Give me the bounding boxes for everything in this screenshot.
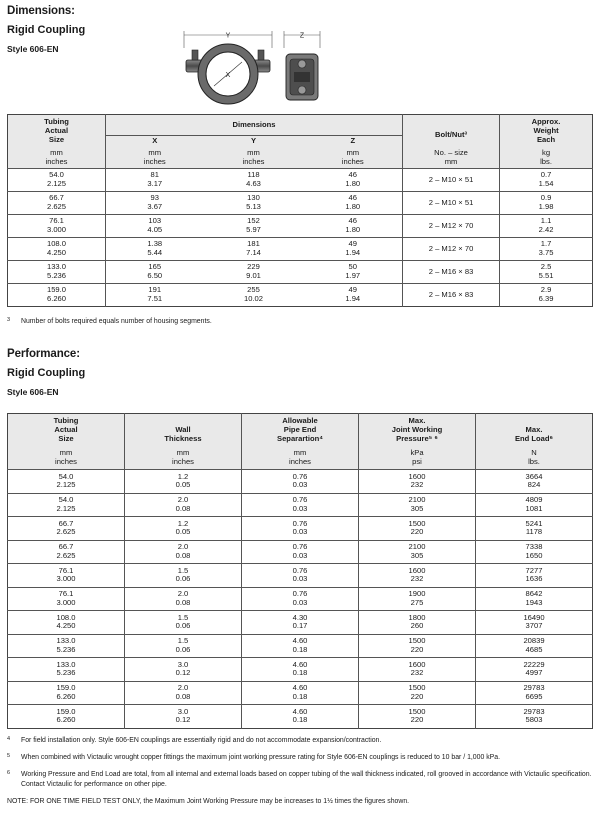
units-y: mm inches (242, 148, 265, 166)
footnote-3: 3 Number of bolts required equals number of housing segments. (7, 317, 212, 325)
table-row: 54.0 2.125 2.0 0.08 0.76 0.03 2100 305 4809 1081 (8, 493, 593, 517)
units-weight: kg lbs. (500, 148, 593, 169)
footnote-4: 4 For field installation only. Style 606-EN couplings are essentially rigid and do not accommodate expansion/contraction. (7, 736, 382, 744)
table-row: 66.7 2.625 93 3.67 130 5.13 46 1.80 2 – M10 × 51 0.9 1.98 (8, 192, 593, 215)
dimensions-title: Dimensions: (7, 5, 75, 17)
units-size: mm inches (55, 448, 77, 466)
units-bolt: No. – size mm (403, 148, 500, 169)
performance-table (7, 413, 593, 729)
table-row: 133.0 5.236 3.0 0.12 4.60 0.18 1600 232 22229 4997 (8, 658, 593, 682)
dimensions-subtitle: Rigid Coupling (7, 24, 86, 36)
units-x: mm inches (106, 148, 204, 169)
units-sep: mm inches (242, 447, 359, 470)
table-row: 76.1 3.000 1.5 0.06 0.76 0.03 1600 232 7277 1636 (8, 564, 593, 588)
table-row: 133.0 5.236 165 6.50 229 9.01 50 1.97 2 – M16 × 83 2.5 5.51 (8, 261, 593, 284)
z-label: Z (299, 32, 305, 40)
coupling-side-view (286, 54, 318, 100)
header-wall-thickness: Wall Thickness (125, 414, 242, 447)
dimensions-style: Style 606-EN (7, 44, 59, 54)
footnote-5: 5 When combined with Victaulic wrought copper fittings the maximum joint working pressure rating for Style 606-EN couplings is reduced to 10 bar / 1,000 kPa. (7, 753, 501, 761)
header-bolt-nut: Bolt/Nut³ (403, 115, 500, 148)
table-row: 76.1 3.000 103 4.05 152 5.97 46 1.80 2 – M12 × 70 1.1 2.42 (8, 215, 593, 238)
x-label: X (225, 72, 231, 79)
performance-style: Style 606-EN (7, 387, 59, 397)
table-row: 76.1 3.000 2.0 0.08 0.76 0.03 1900 275 8642 1943 (8, 587, 593, 611)
table-row: 159.0 6.260 3.0 0.12 4.60 0.18 1500 220 29783 5803 (8, 705, 593, 729)
units-wall: mm inches (125, 447, 242, 470)
table-row: 133.0 5.236 1.5 0.06 4.60 0.18 1500 220 20839 4685 (8, 634, 593, 658)
dimensions-table (7, 114, 593, 307)
header-weight: Approx. Weight Each (500, 115, 593, 148)
header-z: Z (304, 136, 403, 148)
footnote-6: 6 Working Pressure and End Load are total, from all internal and external loads based on copper tubing of the wall thickness indicated, roll grooved in accordance with Victaulic specification. Contact Victaulic for performance on other pipe. (7, 770, 592, 788)
performance-title: Performance: (7, 348, 80, 360)
units-load: N lbs. (476, 447, 593, 470)
table-row: 159.0 6.260 191 7.51 255 10.02 49 1.94 2 – M16 × 83 2.9 6.39 (8, 284, 593, 307)
table-row: 66.7 2.625 1.2 0.05 0.76 0.03 1500 220 5241 1178 (8, 517, 593, 541)
header-end-load: Max. End Load⁶ (476, 414, 593, 447)
table-row: 54.0 2.125 1.2 0.05 0.76 0.03 1600 232 3664 824 (8, 470, 593, 494)
header-pipe-end-separation: Allowable Pipe End Separartion⁴ (242, 414, 359, 447)
table-row: 66.7 2.625 2.0 0.08 0.76 0.03 2100 305 7338 1650 (8, 540, 593, 564)
header-tubing-size: Tubing Actual Size (53, 416, 79, 443)
performance-subtitle: Rigid Coupling (7, 367, 86, 379)
header-tubing-size: Tubing Actual Size (44, 117, 69, 144)
y-label: Y (225, 32, 231, 40)
table-row: 54.0 2.125 81 3.17 118 4.63 46 1.80 2 – M10 × 51 0.7 1.54 (8, 169, 593, 192)
field-test-note: NOTE: FOR ONE TIME FIELD TEST ONLY, the Maximum Joint Working Pressure may be increases to 1½ times the figures shown. (7, 798, 410, 805)
table-row: 108.0 4.250 1.38 5.44 181 7.14 49 1.94 2 – M12 × 70 1.7 3.75 (8, 238, 593, 261)
coupling-diagram (180, 26, 328, 110)
header-y: Y (204, 136, 304, 148)
units-size: mm inches (45, 148, 68, 166)
header-dimensions-group: Dimensions (106, 115, 403, 136)
header-joint-pressure: Max. Joint Working Pressure⁵ ⁶ (359, 414, 476, 447)
table-row: 159.0 6.260 2.0 0.08 4.60 0.18 1500 220 29783 6695 (8, 681, 593, 705)
header-x: X (106, 136, 204, 148)
table-row: 108.0 4.250 1.5 0.06 4.30 0.17 1800 260 16490 3707 (8, 611, 593, 635)
units-pressure: kPa psi (359, 447, 476, 470)
units-z: mm inches (341, 148, 364, 166)
